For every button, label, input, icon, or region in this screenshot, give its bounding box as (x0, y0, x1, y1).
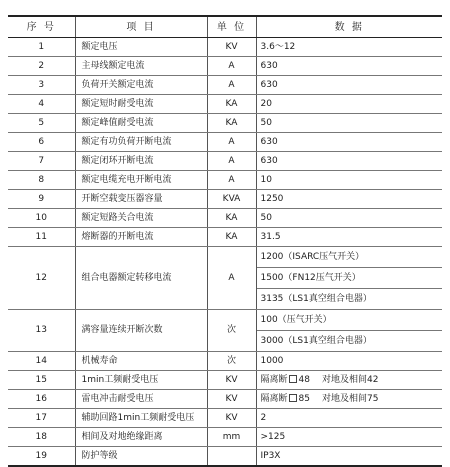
row-data: 3.6～12 (256, 38, 442, 57)
row-unit: KV (207, 409, 256, 428)
row-item: 额定峰值耐受电流 (75, 114, 207, 133)
row-number: 19 (8, 447, 75, 467)
header-data: 数 据 (256, 16, 442, 38)
row-unit: A (207, 76, 256, 95)
row-number: 6 (8, 133, 75, 152)
row-item: 额定闭环开断电流 (75, 152, 207, 171)
row-unit: A (207, 133, 256, 152)
table-header-row (8, 16, 442, 38)
row-unit: KA (207, 228, 256, 247)
row-number: 13 (8, 310, 75, 352)
voltage-label-isolating: 隔离断 (260, 374, 288, 385)
row-data: 1000 (256, 352, 442, 371)
row-item: 额定短时耐受电流 (75, 95, 207, 114)
row-unit: KVA (207, 190, 256, 209)
table-row (8, 190, 442, 209)
table-row (8, 310, 442, 331)
row-number: 17 (8, 409, 75, 428)
table-row (8, 228, 442, 247)
voltage-value-ground: 75 (366, 393, 379, 404)
voltage-value-isolating: 48 (298, 374, 310, 385)
table-row (8, 38, 442, 57)
row-unit: KA (207, 95, 256, 114)
row-data: 630 (256, 152, 442, 171)
row-item: 相间及对地绝缘距离 (75, 428, 207, 447)
row-item: 雷电冲击耐受电压 (75, 390, 207, 409)
row-data (256, 390, 442, 409)
row-data-line: 3135（LS1真空组合电器） (256, 289, 442, 310)
checkbox-icon (289, 394, 297, 402)
table-row (8, 171, 442, 190)
row-item: 1min工频耐受电压 (75, 371, 207, 390)
row-item: 熔断器的开断电流 (75, 228, 207, 247)
table-row (8, 209, 442, 228)
row-data: IP3X (256, 447, 442, 467)
row-number: 2 (8, 57, 75, 76)
header-unit: 单 位 (207, 16, 256, 38)
row-data-line: 100（压气开关） (256, 310, 442, 331)
row-unit: A (207, 171, 256, 190)
row-data (256, 371, 442, 390)
row-data: 630 (256, 57, 442, 76)
table-row (8, 133, 442, 152)
row-data: 2 (256, 409, 442, 428)
row-unit: A (207, 57, 256, 76)
row-number: 8 (8, 171, 75, 190)
row-number: 3 (8, 76, 75, 95)
row-number: 12 (8, 247, 75, 310)
row-number: 5 (8, 114, 75, 133)
row-data: 10 (256, 171, 442, 190)
row-number: 16 (8, 390, 75, 409)
row-data-line: 1200（ISARC压气开关） (256, 247, 442, 268)
table-row (8, 95, 442, 114)
row-item: 机械寿命 (75, 352, 207, 371)
row-unit: KV (207, 390, 256, 409)
row-number: 14 (8, 352, 75, 371)
table-row (8, 409, 442, 428)
row-item: 主母线额定电流 (75, 57, 207, 76)
row-unit: A (207, 247, 256, 310)
header-no: 序 号 (8, 16, 75, 38)
row-unit: 次 (207, 352, 256, 371)
row-item: 额定有功负荷开断电流 (75, 133, 207, 152)
row-data-line: 1500（FN12压气开关） (256, 268, 442, 289)
row-number: 15 (8, 371, 75, 390)
row-unit: KV (207, 371, 256, 390)
row-data: 1250 (256, 190, 442, 209)
voltage-label-isolating: 隔离断 (260, 393, 288, 404)
voltage-label-ground: 对地及相间 (321, 393, 367, 404)
table-row (8, 371, 442, 390)
row-data-line: 3000（LS1真空组合电器） (256, 331, 442, 352)
row-item: 满容量连续开断次数 (75, 310, 207, 352)
row-unit (207, 447, 256, 467)
table-row (8, 152, 442, 171)
row-unit: KA (207, 114, 256, 133)
voltage-value-ground: 42 (366, 374, 379, 385)
row-number: 18 (8, 428, 75, 447)
row-item: 防护等级 (75, 447, 207, 467)
table-row (8, 247, 442, 268)
row-data: 20 (256, 95, 442, 114)
row-unit: mm (207, 428, 256, 447)
table-body (8, 38, 442, 467)
checkbox-icon (289, 375, 297, 383)
table-row (8, 428, 442, 447)
row-number: 11 (8, 228, 75, 247)
row-unit: A (207, 152, 256, 171)
row-item: 负荷开关额定电流 (75, 76, 207, 95)
table-row (8, 447, 442, 467)
row-number: 4 (8, 95, 75, 114)
voltage-value-isolating: 85 (298, 393, 310, 404)
row-data: 50 (256, 209, 442, 228)
row-item: 额定电缆充电开断电流 (75, 171, 207, 190)
row-data: >125 (256, 428, 442, 447)
row-number: 7 (8, 152, 75, 171)
row-number: 9 (8, 190, 75, 209)
table-row (8, 114, 442, 133)
table-row (8, 390, 442, 409)
row-number: 10 (8, 209, 75, 228)
parameter-table (8, 15, 442, 467)
row-item: 开断空载变压器容量 (75, 190, 207, 209)
row-data: 630 (256, 76, 442, 95)
row-data: 31.5 (256, 228, 442, 247)
row-item: 额定电压 (75, 38, 207, 57)
row-item: 辅助回路1min工频耐受电压 (75, 409, 207, 428)
row-item: 额定短路关合电流 (75, 209, 207, 228)
table-row (8, 76, 442, 95)
voltage-label-ground: 对地及相间 (321, 374, 367, 385)
header-item: 项 目 (75, 16, 207, 38)
row-unit: KV (207, 38, 256, 57)
table-row (8, 57, 442, 76)
row-item: 组合电器额定转移电流 (75, 247, 207, 310)
row-data: 630 (256, 133, 442, 152)
row-unit: 次 (207, 310, 256, 352)
row-unit: KA (207, 209, 256, 228)
table-row (8, 352, 442, 371)
row-number: 1 (8, 38, 75, 57)
row-data: 50 (256, 114, 442, 133)
